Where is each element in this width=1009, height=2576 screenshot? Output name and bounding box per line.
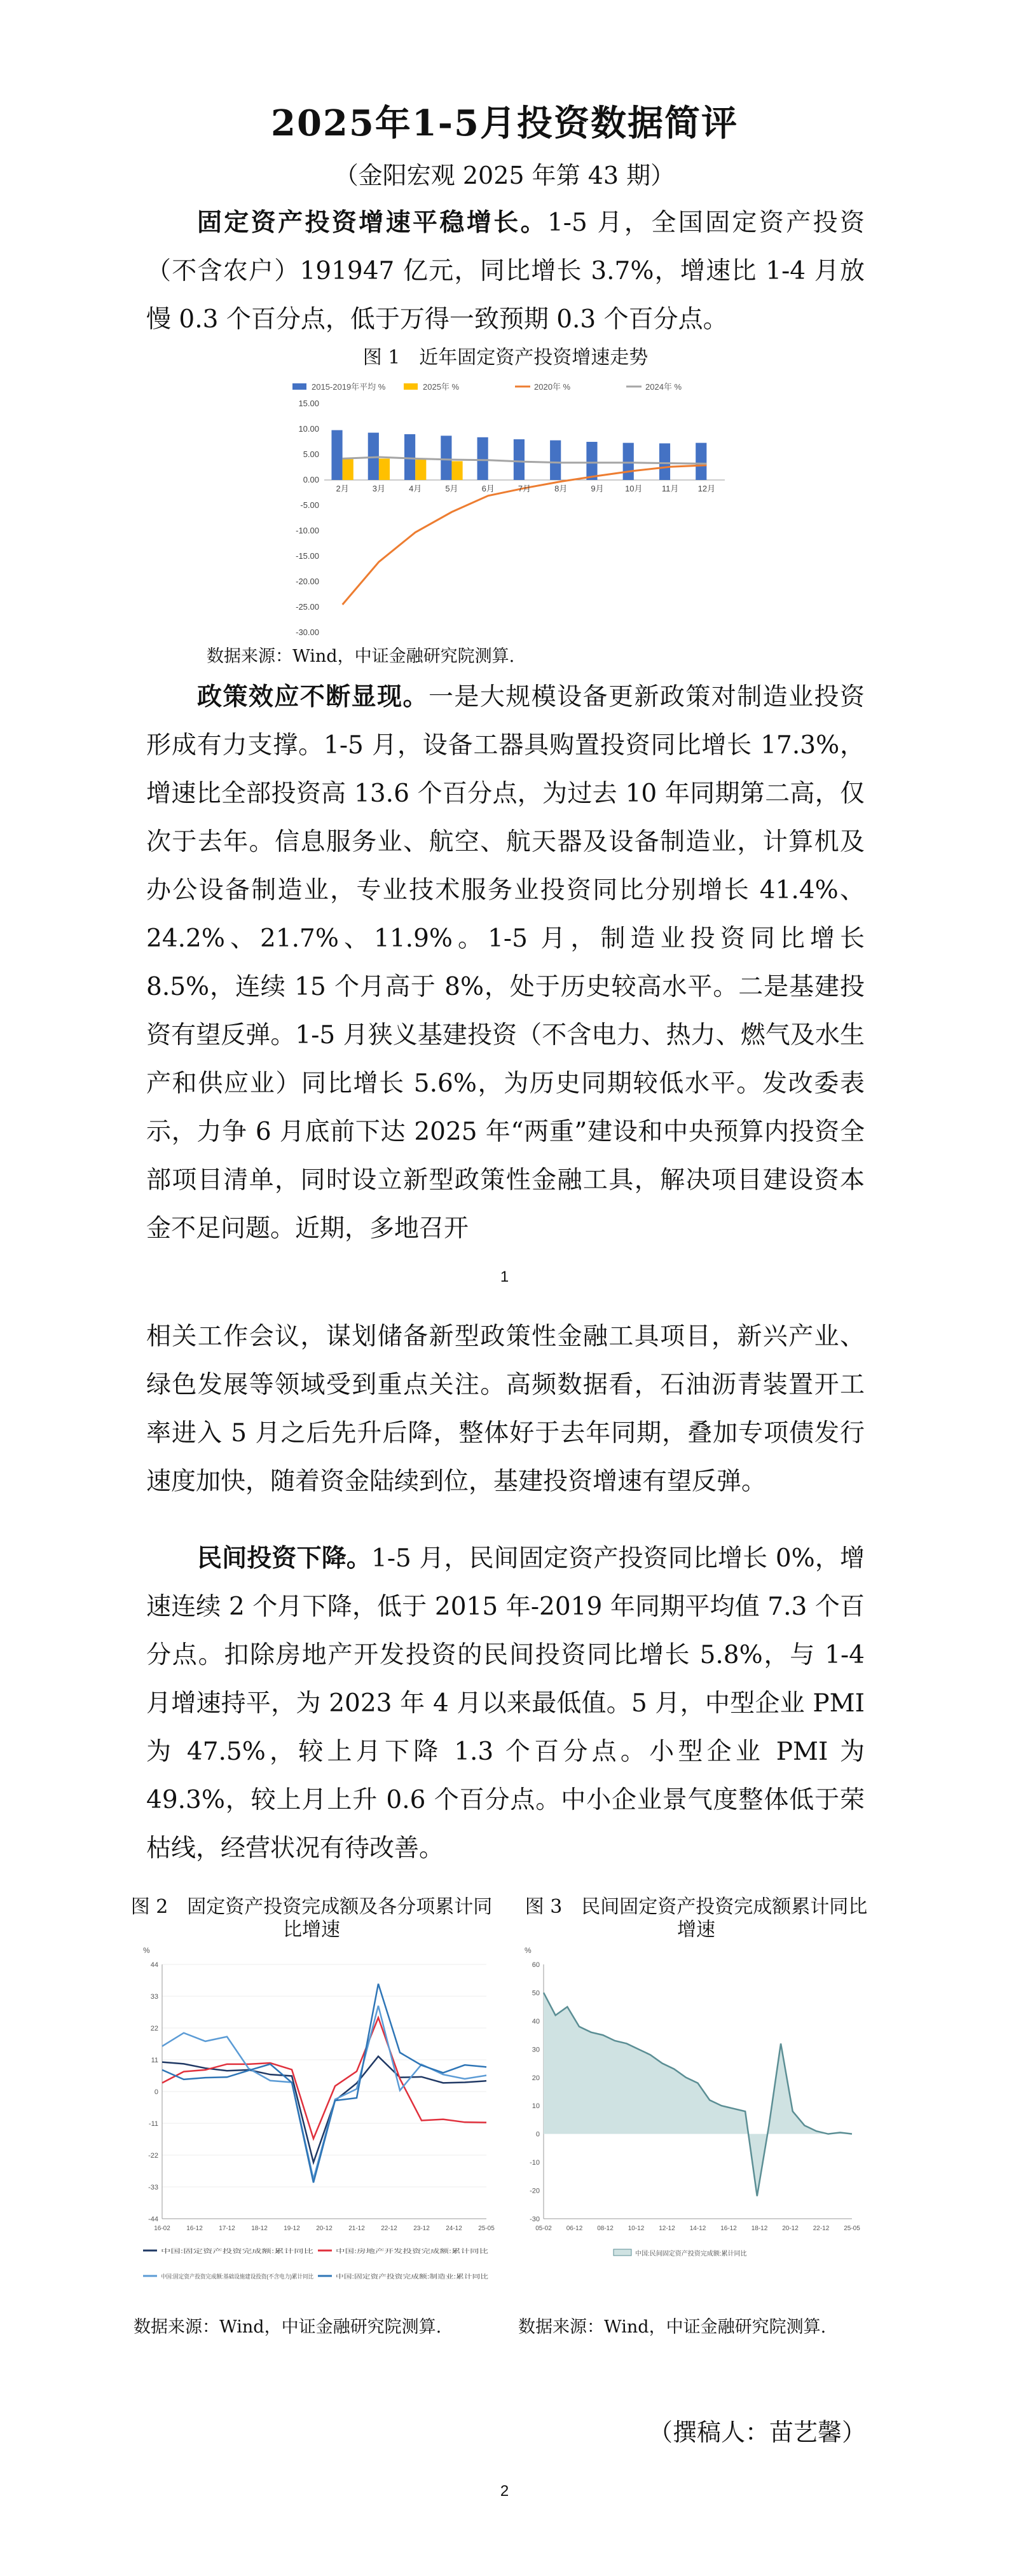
x-tick-label: 14-12 [689, 2225, 706, 2232]
x-tick-label: 10月 [625, 484, 643, 493]
figure-1-source: 数据来源：Wind，中证金融研究院测算. [207, 647, 515, 666]
x-tick-label: 21-12 [348, 2225, 365, 2232]
y-tick-label: 50 [532, 1989, 540, 1997]
bar-0-2 [404, 434, 415, 480]
y-tick-label: -10.00 [296, 526, 319, 535]
bar-0-8 [623, 443, 634, 480]
legend-swatch-0 [614, 2249, 631, 2256]
legend-label-3: 2024年 % [645, 382, 682, 392]
x-tick-label: 12-12 [659, 2225, 675, 2232]
y-tick-label: 40 [532, 2017, 540, 2025]
x-tick-label: 16-12 [186, 2225, 203, 2232]
y-tick-label: -20.00 [296, 577, 319, 586]
legend-label-3: 中国:固定资产投资完成额:制造业:累计同比 [336, 2273, 444, 2280]
series-line-2 [162, 2006, 486, 2179]
x-tick-label: 23-12 [413, 2225, 430, 2232]
x-tick-label: 20-12 [316, 2225, 333, 2232]
section-3-body: 1-5 月，民间固定资产投资同比增长 0%，增速连续 2 个月下降，低于 2015 年-2019 年同期平均值 7.3 个百分点。扣除房地产开发投资的民间投资同比增长 5.8%，与 1-4 月增速持平，为 2023 年 4 月以来最低值。5 月，中型企业 PMI 为 47.5%，较上月下降 1.3 个百分点。小型企业 PMI 为 49.3%，较上月上升 0.6 个百分点。中小企业景气度整体低于荣枯线，经营状况有待改善。 [146, 1544, 865, 1863]
bar-0-4 [477, 437, 488, 480]
x-tick-label: 12月 [697, 484, 716, 493]
y-unit-label: % [143, 1946, 150, 1955]
figure-1-title: 图 1 近年固定资产投资增速走势 [362, 346, 649, 369]
figure-3-source: 数据来源：Wind，中证金融研究院测算. [518, 2317, 827, 2337]
legend-label-1: 中国:房地产开发投资完成额:累计同比 [336, 2248, 431, 2254]
bar-0-5 [514, 439, 525, 480]
y-tick-label: -44 [148, 2216, 158, 2223]
legend-label-2: 中国:固定资产投资完成额:基础设施建设投资(不含电力)累计同比 [161, 2273, 322, 2280]
x-tick-label: 10-12 [628, 2225, 645, 2232]
legend-label-2: 2020年 % [534, 382, 571, 392]
y-tick-label: 30 [532, 2046, 540, 2054]
legend-label-0: 2015-2019年平均 % [312, 382, 386, 392]
x-tick-label: 9月 [591, 484, 604, 493]
x-tick-label: 8月 [554, 484, 568, 493]
author-credit: （撰稿人：苗艺馨） [648, 2418, 866, 2446]
x-tick-label: 18-12 [751, 2225, 768, 2232]
y-tick-label: 22 [150, 2025, 158, 2032]
section-3-paragraph [146, 1534, 865, 1873]
x-tick-label: 3月 [372, 484, 386, 493]
y-unit-label: % [525, 1946, 532, 1955]
page-number-2: 2 [500, 2483, 509, 2500]
legend-swatch-0 [292, 383, 306, 390]
page-subtitle: （金阳宏观 2025 年第 43 期） [334, 161, 675, 189]
bar-0-0 [331, 430, 342, 480]
y-tick-label: -10 [530, 2159, 540, 2167]
y-tick-label: 0 [535, 2130, 540, 2139]
x-tick-label: 19-12 [284, 2225, 300, 2232]
y-tick-label: 44 [150, 1961, 158, 1969]
section-2-part2: 二是基建投资有望反弹。1-5 月狭义基建投资（不含电力、热力、燃气及水生产和供应业）同比增长 5.6%，为历史同期较低水平。发改委表示，力争 6 月底前下达 2025 年“两重”建设和中央预算内投资全部项目清单，同时设立新型政策性金融工具，解决项目建设资本金不足问题。近期，多地召开 [146, 973, 865, 1243]
bar-0-10 [696, 443, 706, 480]
section-1-body: 1-5 月，全国固定资产投资（不含农户）191947 亿元，同比增长 3.7%，增速比 1-4 月放慢 0.3 个百分点，低于万得一致预期 0.3 个百分点。 [146, 209, 865, 334]
y-tick-label: -30.00 [296, 627, 319, 637]
x-tick-label: 20-12 [782, 2225, 799, 2232]
y-tick-label: -15.00 [296, 551, 319, 561]
legend-label-0: 中国:民间固定资产投资完成额:累计同比 [635, 2251, 747, 2257]
y-tick-label: 15.00 [298, 399, 319, 408]
y-tick-label: -20 [530, 2187, 540, 2195]
bar-0-9 [659, 443, 670, 480]
x-tick-label: 2月 [336, 484, 349, 493]
y-tick-label: 5.00 [303, 449, 319, 459]
x-tick-label: 06-12 [566, 2225, 583, 2232]
x-tick-label: 25-05 [478, 2225, 495, 2232]
figure-3-chart [518, 1939, 861, 2308]
y-tick-label: 60 [532, 1961, 540, 1969]
x-tick-label: 24-12 [446, 2225, 462, 2232]
series-line-3 [162, 1983, 486, 2182]
bar-0-6 [550, 441, 561, 480]
y-tick-label: 33 [150, 1993, 158, 2001]
x-tick-label: 17-12 [219, 2225, 235, 2232]
section-2-continued: 相关工作会议，谋划储备新型政策性金融工具项目，新兴产业、绿色发展等领域受到重点关注。高频数据看，石油沥青装置开工率进入 5 月之后先升后降，整体好于去年同期，叠加专项债发行速度加快，随着资金陆续到位，基建投资增速有望反弹。 [146, 1322, 865, 1496]
y-tick-label: -22 [148, 2152, 158, 2160]
bar-1-1 [379, 458, 390, 480]
y-tick-label: -33 [148, 2184, 158, 2191]
section-2-lead: 政策效应不断显现。 [197, 682, 429, 711]
y-tick-label: 0 [154, 2088, 158, 2096]
y-tick-label: 11 [151, 2057, 158, 2064]
y-tick-label: 10 [532, 2102, 540, 2111]
legend-swatch-1 [404, 383, 418, 390]
series-area-0 [544, 1992, 852, 2196]
x-tick-label: 4月 [409, 484, 422, 493]
legend-label-1: 2025年 % [423, 382, 460, 392]
y-tick-label: 0.00 [303, 475, 319, 484]
figure-2-source: 数据来源：Wind，中证金融研究院测算. [134, 2317, 442, 2337]
x-tick-label: 22-12 [813, 2225, 830, 2232]
bar-0-7 [586, 442, 597, 480]
figure-1-chart [280, 378, 738, 645]
x-tick-label: 08-12 [597, 2225, 614, 2232]
y-tick-label: -30 [530, 2216, 540, 2223]
section-1-lead: 固定资产投资增速平稳增长。 [197, 208, 547, 237]
figure-3-title: 图 3 民间固定资产投资完成额累计同比增速 [525, 1896, 868, 1941]
section-2-paragraph [146, 673, 865, 1253]
y-tick-label: -5.00 [300, 500, 319, 510]
x-tick-label: 5月 [445, 484, 458, 493]
legend-label-0: 中国:固定资产投资完成额:累计同比 [161, 2248, 251, 2254]
y-tick-label: -11 [148, 2120, 158, 2128]
section-1-paragraph [146, 198, 865, 344]
page-number-1: 1 [500, 1268, 509, 1285]
section-3-lead: 民间投资下降。 [197, 1544, 371, 1573]
x-tick-label: 11月 [661, 484, 679, 493]
figure-2-chart [137, 1939, 493, 2308]
x-tick-label: 16-12 [720, 2225, 737, 2232]
section-2-part1: 一是大规模设备更新政策对制造业投资形成有力支撑。1-5 月，设备工器具购置投资同比增长 17.3%，增速比全部投资高 13.6 个百分点，为过去 10 年同期第二高，仅次于去年。信息服务业、航空、航天器及设备制造业，计算机及办公设备制造业，专业技术服务业投资同比分别增长 41.4%、24.2%、21.7%、11.9%。1-5 月，制造业投资同比增长 8.5%，连续 15 个月高于 8%，处于历史较高水平。 [146, 683, 865, 1001]
bar-1-3 [451, 461, 462, 480]
x-tick-label: 7月 [518, 484, 532, 493]
x-tick-label: 18-12 [251, 2225, 268, 2232]
y-tick-label: -25.00 [296, 602, 319, 612]
x-tick-label: 05-02 [535, 2225, 552, 2232]
x-tick-label: 25-05 [844, 2225, 860, 2232]
y-tick-label: 10.00 [298, 424, 319, 434]
figure-2-title: 图 2 固定资产投资完成额及各分项累计同比增速 [130, 1896, 493, 1941]
page-title: 2025年1-5月投资数据简评 [270, 102, 739, 144]
bar-1-0 [343, 459, 353, 480]
bar-0-3 [441, 435, 451, 480]
x-tick-label: 16-02 [154, 2225, 170, 2232]
y-tick-label: 20 [532, 2074, 540, 2082]
x-tick-label: 22-12 [381, 2225, 397, 2232]
bar-1-2 [415, 460, 426, 480]
x-tick-label: 6月 [481, 484, 495, 493]
